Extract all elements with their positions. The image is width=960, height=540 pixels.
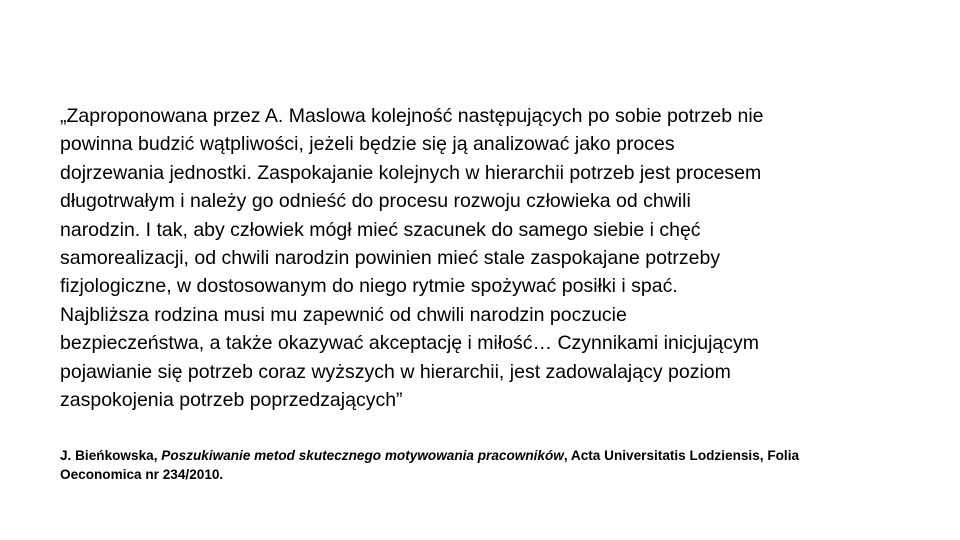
quote-line: fizjologiczne, w dostosowanym do niego rytmie spożywać posiłki i spać. (60, 275, 678, 298)
citation-author: J. Bieńkowska, (60, 448, 162, 463)
quote-line: Najbliższa rodzina musi mu zapewnić od chwili narodzin poczucie (60, 303, 627, 326)
citation-line-1 (60, 446, 940, 465)
quote-line: zaspokojenia potrzeb poprzedzających” (60, 389, 403, 412)
quote-line: długotrwałym i należy go odnieść do procesu rozwoju człowieka od chwili (60, 190, 691, 213)
quote-line: pojawianie się potrzeb coraz wyższych w hierarchii, jest zadowalający poziom (60, 360, 731, 383)
citation-source: , Acta Universitatis Lodziensis, Folia (563, 448, 800, 463)
citation-line-2: Oeconomica nr 234/2010. (60, 467, 224, 482)
quote-line: powinna budzić wątpliwości, jeżeli będzie się ją analizować jako proces (60, 133, 675, 156)
citation (60, 446, 940, 484)
quote-line: bezpieczeństwa, a także okazywać akceptację i miłość… Czynnikami inicjującym (60, 332, 760, 355)
quote-line: narodzin. I tak, aby człowiek mógł mieć szacunek do samego siebie i chęć (60, 218, 701, 241)
quote-line: „Zaproponowana przez A. Maslowa kolejność następujących po sobie potrzeb nie (60, 105, 764, 127)
quote-line: samorealizacji, od chwili narodzin powinien mieć stale zaspokajane potrzeby (60, 247, 721, 270)
quote-text (60, 102, 940, 414)
quote-line: dojrzewania jednostki. Zaspokajanie kolejnych w hierarchii potrzeb jest procesem (60, 161, 762, 184)
citation-title: Poszukiwanie metod skutecznego motywowania pracowników (161, 448, 564, 463)
